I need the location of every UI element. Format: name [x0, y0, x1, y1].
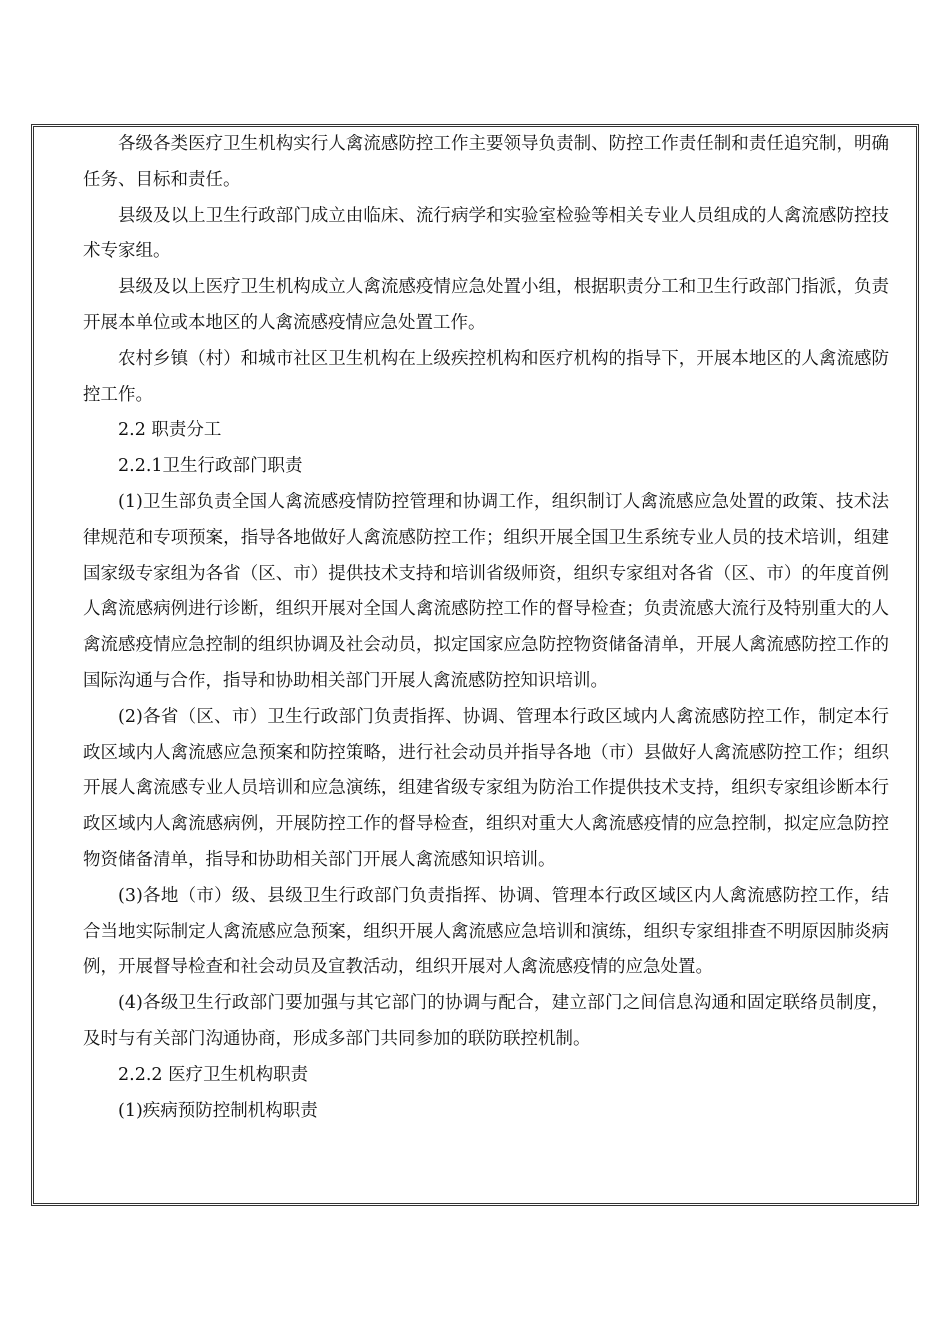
paragraph-item-1-ministry: (1)卫生部负责全国人禽流感疫情防控管理和协调工作，组织制订人禽流感应急处置的政策、技术法律规范和专项预案，指导各地做好人禽流感防控工作；组织开展全国卫生系统专业人员的技术培训，组建国家级专家组为各省（区、市）提供技术支持和培训省级师资，组织专家组对各省（区、市）的年度首例人禽流感病例进行诊断，组织开展对全国人禽流感防控工作的督导检查；负责流感大流行及特别重大的人禽流感疫情应急控制的组织协调及社会动员，拟定国家应急防控物资储备清单，开展人禽流感防控工作的国际沟通与合作，指导和协助相关部门开展人禽流感防控知识培训。 [83, 491, 889, 691]
paragraph-item-2-provincial: (2)各省（区、市）卫生行政部门负责指挥、协调、管理本行政区域内人禽流感防控工作，制定本行政区域内人禽流感应急预案和防控策略，进行社会动员并指导各地（市）县做好人禽流感防控工作；组织开展人禽流感专业人员培训和应急演练，组建省级专家组为防治工作提供技术支持，组织专家组诊断本行政区域内人禽流感病例，开展防控工作的督导检查，组织对重大人禽流感疫情的应急控制，拟定应急防控物资储备清单，指导和协助相关部门开展人禽流感知识培训。 [83, 706, 889, 870]
paragraph-expert-group: 县级及以上卫生行政部门成立由临床、流行病学和实验室检验等相关专业人员组成的人禽流感防控技术专家组。 [83, 205, 889, 262]
section-heading-2-2-1: 2.2.1卫生行政部门职责 [118, 456, 303, 477]
section-heading-2-2: 2.2 职责分工 [118, 420, 222, 441]
section-heading-2-2-2: 2.2.2 医疗卫生机构职责 [118, 1064, 309, 1085]
paragraph-item-3-municipal-county: (3)各地（市）级、县级卫生行政部门负责指挥、协调、管理本行政区域区内人禽流感防控工作，结合当地实际制定人禽流感应急预案，组织开展人禽流感应急培训和演练，组织专家组排查不明原因肺炎病例，开展督导检查和社会动员及宣教活动，组织开展对人禽流感疫情的应急处置。 [83, 885, 889, 978]
paragraph-community-health: 农村乡镇（村）和城市社区卫生机构在上级疾控机构和医疗机构的指导下，开展本地区的人禽流感防控工作。 [83, 348, 889, 405]
paragraph-item-4-coordination: (4)各级卫生行政部门要加强与其它部门的协调与配合，建立部门之间信息沟通和固定联络员制度，及时与有关部门沟通协商，形成多部门共同参加的联防联控机制。 [83, 993, 889, 1049]
paragraph-emergency-team: 县级及以上医疗卫生机构成立人禽流感疫情应急处置小组，根据职责分工和卫生行政部门指派，负责开展本单位或本地区的人禽流感疫情应急处置工作。 [83, 277, 889, 333]
paragraph-item-1-cdc: (1)疾病预防控制机构职责 [118, 1100, 318, 1121]
paragraph-responsibility-system: 各级各类医疗卫生机构实行人禽流感防控工作主要领导负责制、防控工作责任制和责任追究制，明确任务、目标和责任。 [83, 134, 889, 190]
document-body [83, 127, 889, 1129]
